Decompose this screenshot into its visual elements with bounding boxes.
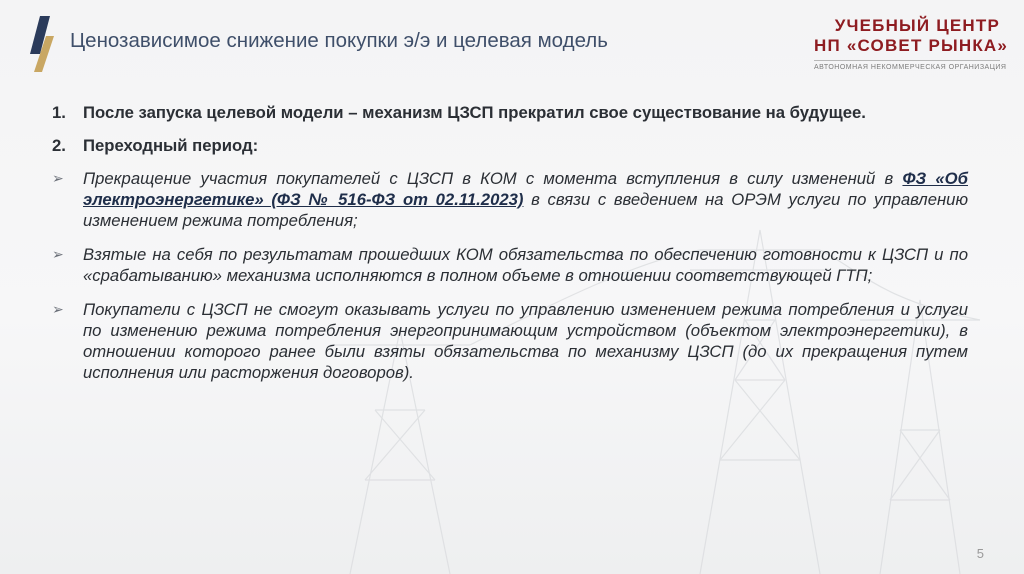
- item-text: Переходный период:: [83, 136, 259, 155]
- item-number: 1.: [52, 103, 66, 122]
- bullet-item: [52, 299, 968, 383]
- item-text: После запуска целевой модели – механизм ЦЗСП прекратил свое существование на будущее.: [83, 103, 866, 122]
- bullet-item: [52, 244, 968, 286]
- item-number: 2.: [52, 136, 66, 155]
- arrow-bullet-icon: ➢: [52, 246, 64, 262]
- brand-logo: [814, 16, 1009, 71]
- bullet-text-after: в связи с введением на ОРЭМ услуги по управлению изменением режима потребления;: [83, 190, 969, 230]
- page-number: 5: [976, 546, 984, 561]
- arrow-bullet-icon: ➢: [52, 301, 64, 317]
- brand-name-line2: НП «СОВЕТ РЫНКА»: [814, 36, 1009, 55]
- brand-divider: [814, 60, 1000, 61]
- brand-subtitle: АВТОНОМНАЯ НЕКОММЕРЧЕСКАЯ ОРГАНИЗАЦИЯ: [814, 64, 1007, 71]
- law-link[interactable]: ФЗ «Об электроэнергетике» (ФЗ № 516-ФЗ от 02.11.2023): [83, 169, 968, 209]
- slide-content: [52, 102, 968, 396]
- brand-name-line1: УЧЕБНЫЙ ЦЕНТР: [834, 16, 1000, 35]
- bullet-item: [52, 168, 968, 231]
- bullet-text: Покупатели с ЦЗСП не смогут оказывать услуги по управлению изменением режима потребления и услуги по изменению режима потребления энергопринимающим устройством (объектом электроэнергетики), в отношении которого ранее были взяты обязательства по механизму ЦЗСП (до их прекращения путем исполнения или расторжения договоров).: [83, 300, 968, 382]
- bullet-text-before: Прекращение участия покупателей с ЦЗСП в КОМ с момента вступления в силу изменений в: [83, 169, 903, 188]
- numbered-item: [52, 135, 968, 156]
- arrow-bullet-icon: ➢: [52, 170, 64, 186]
- numbered-item: [52, 102, 968, 123]
- accent-bars-icon: [28, 14, 58, 74]
- page-title: Ценозависимое снижение покупки э/э и целевая модель: [70, 29, 608, 52]
- bullet-text: [83, 168, 968, 231]
- bullet-text: Взятые на себя по результатам прошедших КОМ обязательства по обеспечению готовности к ЦЗСП и по «срабатыванию» механизма исполняются в полном объеме в отношении соответствующей ГТП;: [83, 245, 968, 285]
